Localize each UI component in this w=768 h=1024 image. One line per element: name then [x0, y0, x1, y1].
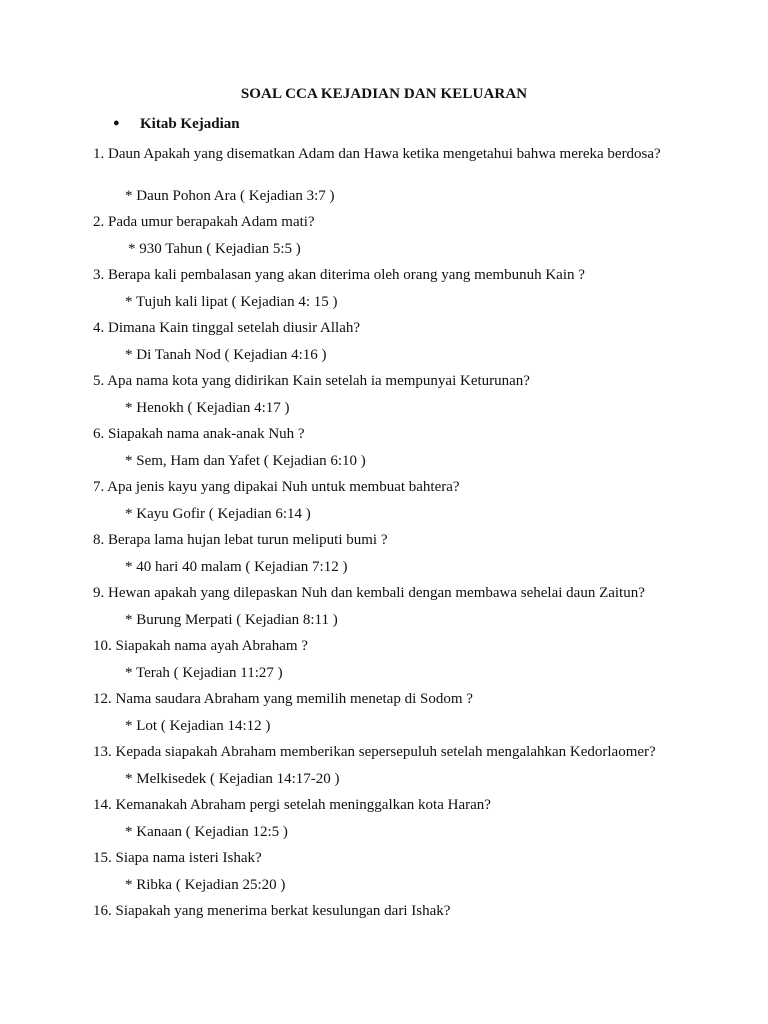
- answer-3: * Tujuh kali lipat ( Kejadian 4: 15 ): [125, 294, 338, 310]
- question-15: 15. Siapa nama isteri Ishak?: [93, 850, 262, 866]
- answer-15: * Ribka ( Kejadian 25:20 ): [125, 877, 286, 893]
- question-7: 7. Apa jenis kayu yang dipakai Nuh untuk membuat bahtera?: [93, 479, 460, 495]
- question-8: 8. Berapa lama hujan lebat turun meliputi bumi ?: [93, 532, 388, 548]
- question-9: 9. Hewan apakah yang dilepaskan Nuh dan kembali dengan membawa sehelai daun Zaitun?: [93, 585, 645, 601]
- question-14: 14. Kemanakah Abraham pergi setelah meninggalkan kota Haran?: [93, 797, 491, 813]
- question-13: 13. Kepada siapakah Abraham memberikan sepersepuluh setelah mengalahkan Kedorlaomer?: [93, 744, 656, 760]
- answer-14: * Kanaan ( Kejadian 12:5 ): [125, 824, 288, 840]
- answer-9: * Burung Merpati ( Kejadian 8:11 ): [125, 612, 338, 628]
- question-16: 16. Siapakah yang menerima berkat kesulungan dari Ishak?: [93, 903, 451, 919]
- question-1: 1. Daun Apakah yang disematkan Adam dan Hawa ketika mengetahui bahwa mereka berdosa?: [93, 146, 661, 162]
- section-heading: [113, 116, 240, 133]
- answer-4: * Di Tanah Nod ( Kejadian 4:16 ): [125, 347, 327, 363]
- bullet-icon: ●: [113, 117, 120, 129]
- answer-13: * Melkisedek ( Kejadian 14:17-20 ): [125, 771, 340, 787]
- question-2: 2. Pada umur berapakah Adam mati?: [93, 214, 315, 230]
- answer-6: * Sem, Ham dan Yafet ( Kejadian 6:10 ): [125, 453, 366, 469]
- question-6: 6. Siapakah nama anak-anak Nuh ?: [93, 426, 305, 442]
- answer-12: * Lot ( Kejadian 14:12 ): [125, 718, 271, 734]
- answer-10: * Terah ( Kejadian 11:27 ): [125, 665, 283, 681]
- answer-5: * Henokh ( Kejadian 4:17 ): [125, 400, 290, 416]
- answer-8: * 40 hari 40 malam ( Kejadian 7:12 ): [125, 559, 348, 575]
- question-12: 12. Nama saudara Abraham yang memilih menetap di Sodom ?: [93, 691, 473, 707]
- section-label: Kitab Kejadian: [140, 116, 240, 132]
- page-title: SOAL CCA KEJADIAN DAN KELUARAN: [240, 86, 528, 102]
- question-3: 3. Berapa kali pembalasan yang akan diterima oleh orang yang membunuh Kain ?: [93, 267, 585, 283]
- answer-7: * Kayu Gofir ( Kejadian 6:14 ): [125, 506, 311, 522]
- question-5: 5. Apa nama kota yang didirikan Kain setelah ia mempunyai Keturunan?: [93, 373, 530, 389]
- question-4: 4. Dimana Kain tinggal setelah diusir Allah?: [93, 320, 361, 336]
- answer-2: * 930 Tahun ( Kejadian 5:5 ): [128, 241, 301, 257]
- answer-1: * Daun Pohon Ara ( Kejadian 3:7 ): [125, 188, 335, 204]
- question-10: 10. Siapakah nama ayah Abraham ?: [93, 638, 308, 654]
